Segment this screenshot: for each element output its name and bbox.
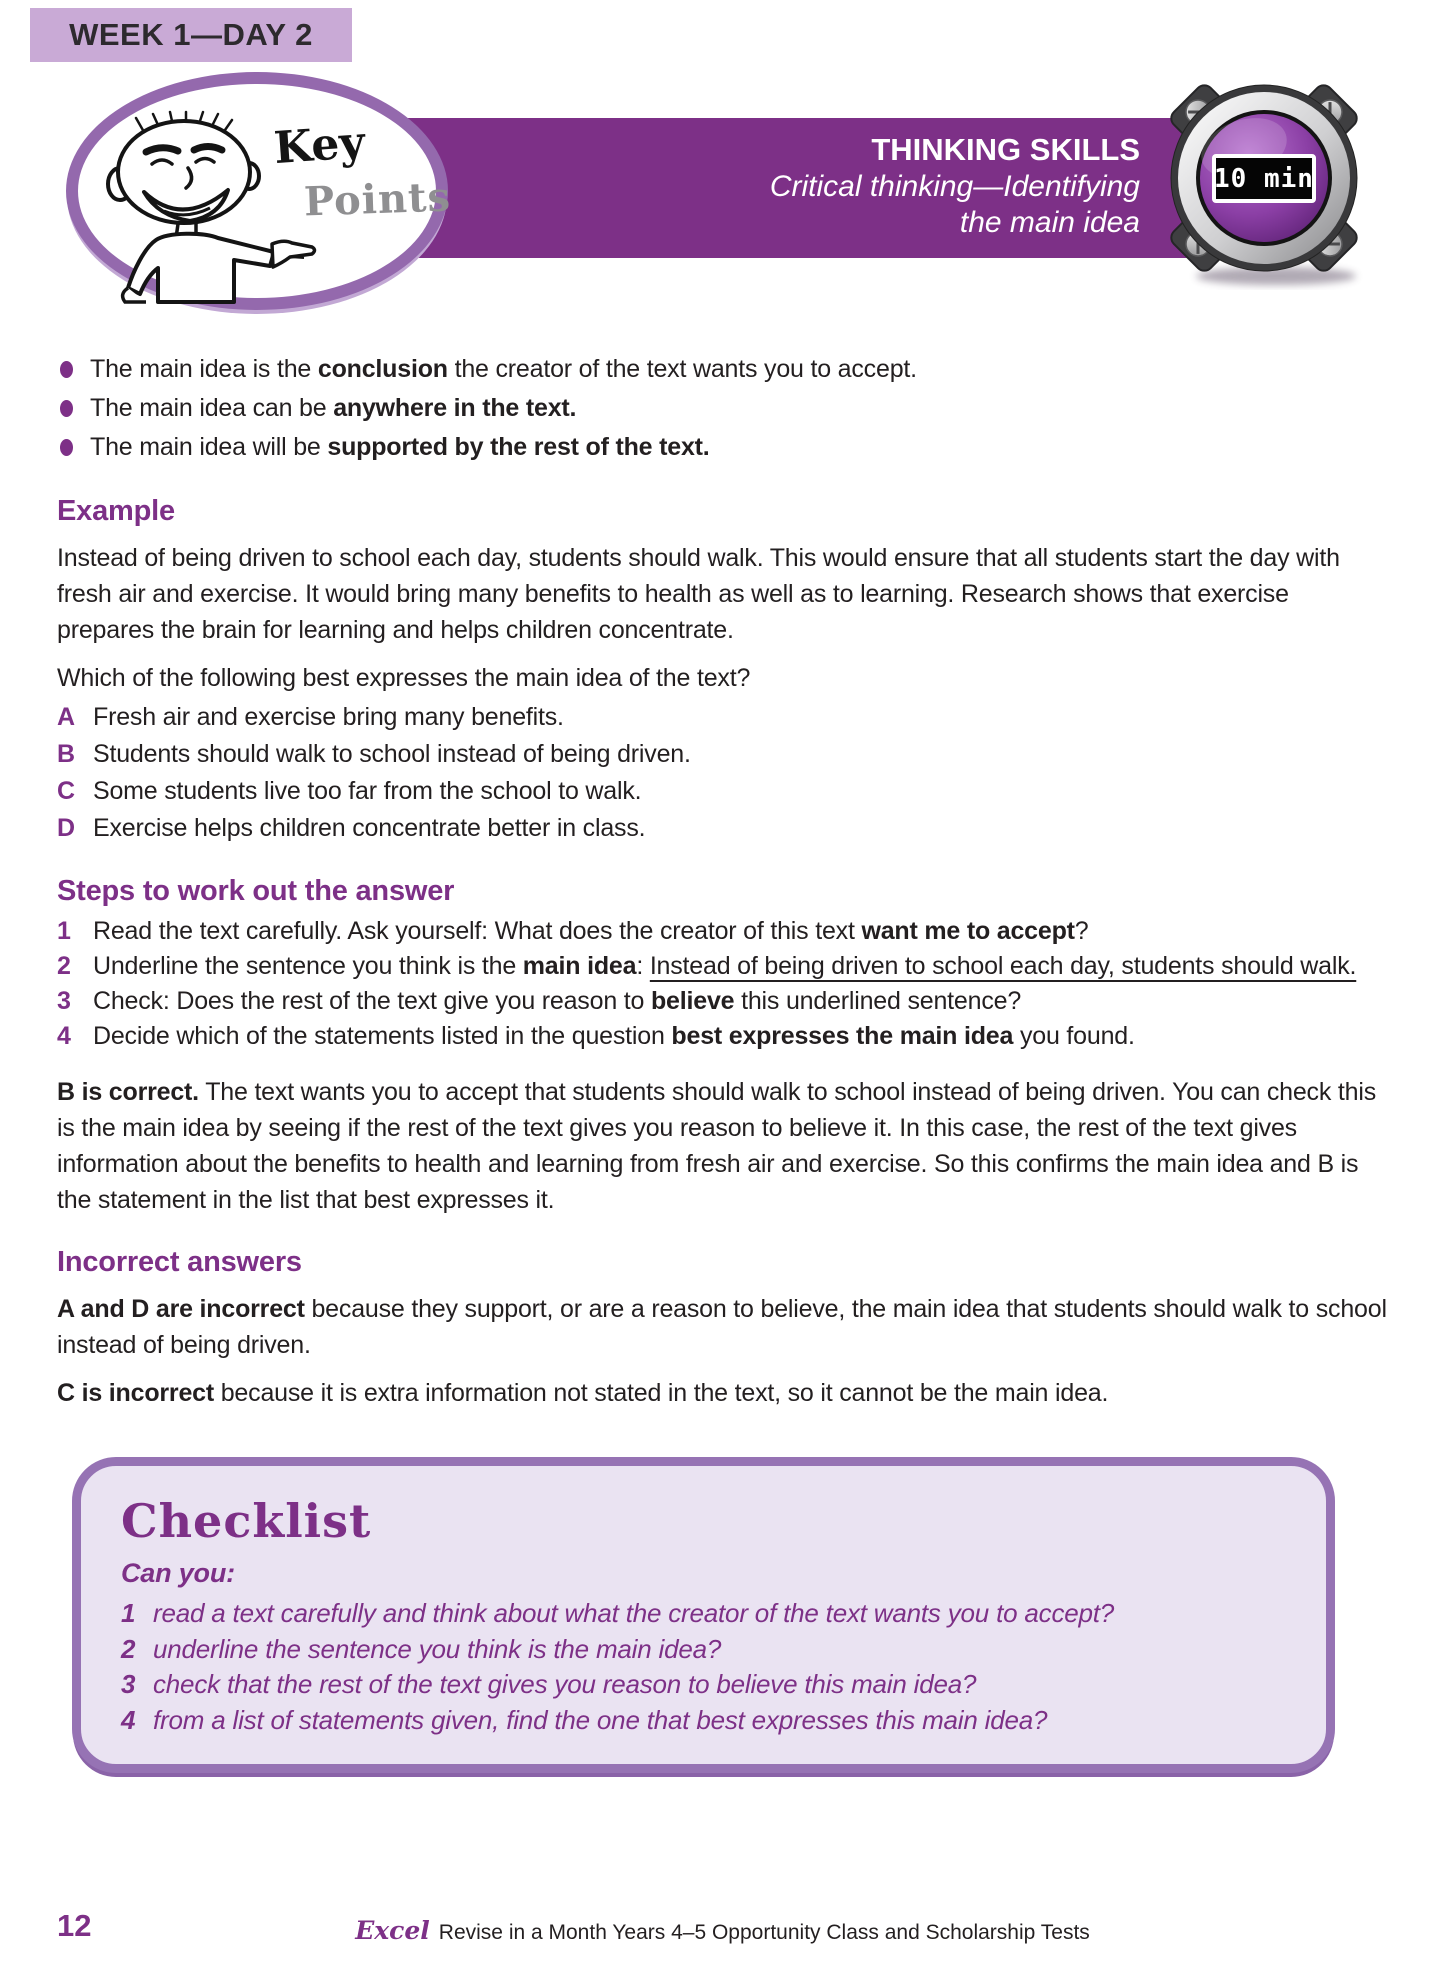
text-segment: Instead of being driven to school each day, students should walk. [649, 952, 1357, 980]
incorrect-paragraph-a-d [57, 1291, 1390, 1363]
option-row [57, 699, 1390, 736]
step-row [57, 1019, 1390, 1054]
checklist-item-text: check that the rest of the text gives you reason to believe this main idea? [153, 1669, 977, 1699]
checklist-item-text: underline the sentence you think is the main idea? [153, 1633, 722, 1664]
step-text [93, 949, 1390, 984]
character-finger-line [290, 257, 304, 258]
bullet-icon [60, 361, 73, 378]
option-text: Fresh air and exercise bring many benefits. [93, 703, 564, 731]
step-number: 1 [57, 917, 71, 945]
option-row [57, 773, 1390, 810]
text-segment: supported by the rest of the text. [327, 433, 710, 461]
text-segment: you found. [1013, 1022, 1135, 1050]
text-segment: main idea [522, 952, 637, 980]
text-segment: conclusion [317, 355, 448, 383]
subject-title: THINKING SKILLS [871, 132, 1140, 167]
text-segment: because they support, or are a reason to believe, the main idea that students should walk to school instead of being driven. [57, 1295, 1387, 1359]
bullet-icon [60, 400, 73, 417]
key-point-item [57, 350, 1390, 389]
checklist-intro: Can you: [121, 1558, 235, 1588]
footer-series-title: Revise in a Month Years 4–5 Opportunity Class and Scholarship Tests [438, 1921, 1090, 1944]
footer-brand: Excel [355, 1916, 430, 1945]
text-segment: anywhere in the text. [333, 394, 577, 422]
example-heading: Example [57, 495, 175, 527]
incorrect-paragraph-c [57, 1375, 1390, 1411]
week-day-banner [30, 8, 352, 62]
step-row [57, 914, 1390, 949]
answer-explanation [57, 1074, 1390, 1218]
checklist-item-number: 4 [121, 1704, 136, 1735]
option-letter: C [57, 777, 75, 805]
key-point-item [57, 389, 1390, 428]
step-row [57, 949, 1390, 984]
badge-word-points: Points [303, 173, 452, 226]
option-letter: A [57, 703, 75, 731]
option-row [57, 736, 1390, 773]
checklist-item-number: 1 [121, 1598, 136, 1628]
timer-display: 10 min [1214, 163, 1314, 194]
key-point-text [90, 350, 917, 389]
step-text [93, 1019, 1390, 1054]
footer-imprint [0, 1908, 1445, 1945]
main-content [0, 350, 1445, 1773]
character-pointing-hand [272, 241, 315, 267]
step-text [93, 914, 1390, 949]
text-segment: best expresses the main idea [671, 1022, 1014, 1050]
text-segment: : [636, 952, 650, 980]
text-segment: ? [1074, 917, 1089, 945]
badge-word-key: Key [272, 116, 367, 175]
topic-line-2: the main idea [959, 206, 1140, 239]
text-segment: Check: Does the rest of the text give you reason to [93, 987, 651, 1015]
checklist-item-text: from a list of statements given, find the one that best expresses this main idea? [153, 1704, 1048, 1735]
text-segment: believe [650, 987, 735, 1015]
step-text [93, 984, 1390, 1019]
incorrect-heading: Incorrect answers [57, 1246, 302, 1278]
steps-heading: Steps to work out the answer [57, 875, 455, 907]
page-number: 12 [57, 1908, 92, 1943]
timer-stopwatch [1152, 66, 1376, 290]
text-segment: this underlined sentence? [734, 987, 1022, 1015]
checklist-item-text: read a text carefully and think about what the creator of the text wants you to accept? [153, 1598, 1115, 1628]
text-segment: Underline the sentence you think is the [93, 952, 523, 980]
checklist-item [121, 1632, 1286, 1668]
option-text: Students should walk to school instead of being driven. [93, 740, 691, 768]
text-segment: The main idea is the [90, 355, 318, 383]
checklist-item [121, 1596, 1286, 1632]
text-segment: A and D are incorrect [57, 1295, 305, 1323]
options-list [57, 699, 1390, 847]
week-day-banner-label: WEEK 1—DAY 2 [69, 17, 313, 52]
text-segment: the creator of the text wants you to accept. [447, 355, 917, 383]
key-point-text [90, 389, 576, 428]
text-segment: The main idea will be [90, 433, 328, 461]
character-shirt [128, 234, 274, 302]
text-segment: because it is extra information not stated in the text, so it cannot be the main idea. [213, 1379, 1109, 1407]
option-letter: B [57, 740, 75, 768]
page-header [0, 0, 1445, 340]
text-segment: C is incorrect [57, 1379, 214, 1407]
checklist-item-number: 3 [121, 1669, 136, 1699]
text-segment: Decide which of the statements listed in the question [93, 1022, 672, 1050]
step-number: 2 [57, 952, 71, 980]
steps-list [57, 914, 1390, 1054]
checklist-item-number: 2 [121, 1633, 136, 1664]
checklist-items [121, 1596, 1286, 1738]
checklist-box [72, 1457, 1335, 1773]
step-number: 4 [57, 1022, 71, 1050]
key-point-text [90, 428, 710, 467]
option-row [57, 810, 1390, 847]
key-point-item [57, 428, 1390, 467]
option-text: Exercise helps children concentrate better in class. [93, 814, 646, 842]
topic-line-1: Critical thinking—Identifying [769, 170, 1140, 203]
text-segment: Read the text carefully. Ask yourself: What does the creator of this text [93, 917, 862, 945]
step-number: 3 [57, 987, 71, 1015]
key-points-badge [66, 72, 452, 310]
example-paragraph: Instead of being driven to school each day, students should walk. This would ensure that all students start the day with fresh air and exercise. It would bring many benefits to health as well as to learning. Research shows that exercise prepares the brain for learning and helps children concentrate. [57, 544, 1340, 644]
text-segment: B is correct. [57, 1078, 199, 1106]
checklist-item [121, 1667, 1286, 1703]
title-banner [360, 118, 1255, 258]
key-points-list [57, 350, 1390, 467]
checklist-item [121, 1703, 1286, 1739]
option-text: Some students live too far from the school to walk. [93, 777, 642, 805]
example-question: Which of the following best expresses the main idea of the text? [57, 664, 751, 692]
checklist-title: Checklist [121, 1494, 372, 1548]
option-letter: D [57, 814, 75, 842]
bullet-icon [60, 439, 73, 456]
text-segment: The main idea can be [90, 394, 334, 422]
text-segment: want me to accept [861, 917, 1075, 945]
text-segment: The text wants you to accept that students should walk to school instead of being driven. You can check this is the main idea by seeing if the rest of the text gives you reason to believe it. In this case, the rest of the text gives information about the benefits to health and learning from fresh air and exercise. So this confirms the main idea and B is the statement in the list that best expresses it. [57, 1078, 1377, 1214]
step-row [57, 984, 1390, 1019]
page-footer [0, 1908, 1445, 1950]
